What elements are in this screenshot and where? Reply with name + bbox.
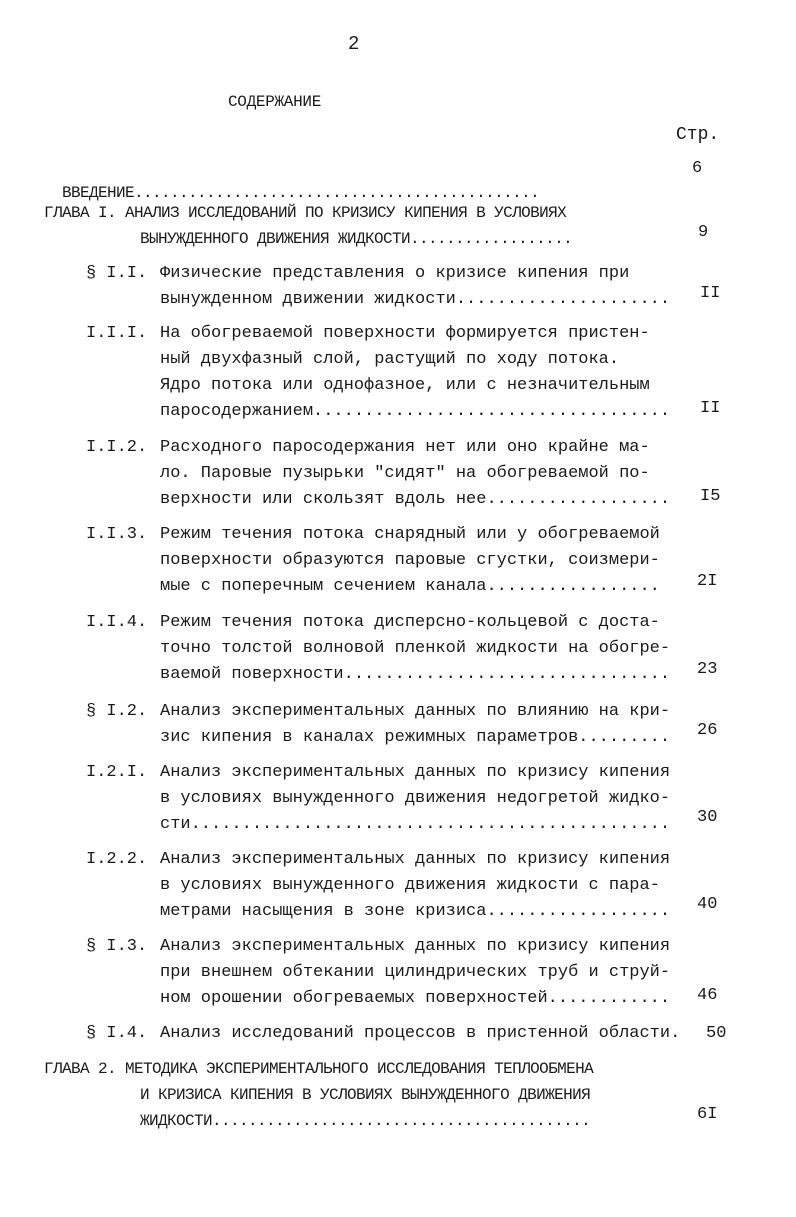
toc-page: 2I: [697, 572, 718, 591]
toc-entry-introduction[interactable]: [44, 163, 539, 203]
toc-line[interactable]: Анализ исследований процессов в пристенной области.: [160, 1024, 681, 1043]
toc-line[interactable]: зис кипения в каналах режимных параметров.........: [160, 728, 671, 747]
toc-line[interactable]: ло. Паровые пузырьки "сидят" на обогреваемой по-: [160, 464, 650, 483]
toc-line[interactable]: ваемой поверхности................................: [160, 665, 671, 684]
toc-line[interactable]: Расходного паросодержания нет или оно крайне ма-: [160, 438, 650, 457]
toc-line[interactable]: метрами насыщения в зоне кризиса..................: [160, 902, 671, 921]
toc-line[interactable]: ГЛАВА I. АНАЛИЗ ИССЛЕДОВАНИЙ ПО КРИЗИСУ КИПЕНИЯ В УСЛОВИЯХ: [44, 204, 567, 222]
page-column-label: Стр.: [676, 125, 720, 145]
toc-page: 9: [698, 223, 709, 242]
toc-page: 6: [692, 159, 703, 178]
toc-line[interactable]: вынужденном движении жидкости.....................: [160, 290, 671, 309]
toc-label: I.2.I.: [86, 763, 148, 782]
toc-label: I.I.4.: [86, 613, 148, 632]
toc-line[interactable]: сти...............................................: [160, 815, 671, 834]
toc-line[interactable]: ном орошении обогреваемых поверхностей............: [160, 989, 671, 1008]
toc-line[interactable]: Ядро потока или однофазное, или с незначительным: [160, 376, 650, 395]
toc-line[interactable]: паросодержанием...................................: [160, 402, 671, 421]
toc-line[interactable]: И КРИЗИСА КИПЕНИЯ В УСЛОВИЯХ ВЫНУЖДЕННОГО ДВИЖЕНИЯ: [140, 1086, 591, 1104]
toc-line[interactable]: Режим течения потока дисперсно-кольцевой с доста-: [160, 613, 660, 632]
toc-page: 26: [697, 721, 718, 740]
toc-label: I.I.2.: [86, 438, 148, 457]
toc-label: § I.3.: [86, 937, 148, 956]
toc-line[interactable]: Физические представления о кризисе кипения при: [160, 264, 630, 283]
toc-page: 40: [697, 895, 718, 914]
toc-line[interactable]: точно толстой волновой пленкой жидкости на обогре-: [160, 639, 671, 658]
toc-line[interactable]: в условиях вынужденного движения недогретой жидко-: [160, 789, 671, 808]
toc-page: 23: [697, 660, 718, 679]
toc-line[interactable]: верхности или скользят вдоль нее..................: [160, 490, 671, 509]
toc-line[interactable]: поверхности образуются паровые сгустки, соизмери-: [160, 551, 660, 570]
page-number: 2: [348, 33, 360, 55]
toc-line[interactable]: Анализ экспериментальных данных по кризису кипения: [160, 850, 671, 869]
toc-label: § I.I.: [86, 264, 148, 283]
toc-line[interactable]: На обогреваемой поверхности формируется пристен-: [160, 324, 650, 343]
toc-label: I.2.2.: [86, 850, 148, 869]
toc-line[interactable]: в условиях вынужденного движения жидкости с пара-: [160, 876, 660, 895]
toc-page: 50: [706, 1024, 727, 1043]
toc-page: 46: [697, 986, 718, 1005]
toc-line[interactable]: ный двухфазный слой, растущий по ходу потока.: [160, 350, 620, 369]
toc-page: 30: [697, 808, 718, 827]
toc-page: II: [700, 399, 721, 418]
toc-line[interactable]: ГЛАВА 2. МЕТОДИКА ЭКСПЕРИМЕНТАЛЬНОГО ИССЛЕДОВАНИЯ ТЕПЛООБМЕНА: [44, 1060, 594, 1078]
toc-line[interactable]: Анализ экспериментальных данных по кризису кипения: [160, 937, 671, 956]
toc-label: I.I.3.: [86, 525, 148, 544]
toc-line[interactable]: мые с поперечным сечением канала.................: [160, 577, 660, 596]
toc-page: I5: [700, 487, 721, 506]
toc-line[interactable]: Режим течения потока снарядный или у обогреваемой: [160, 525, 660, 544]
toc-line[interactable]: ВЫНУЖДЕННОГО ДВИЖЕНИЯ ЖИДКОСТИ..................: [140, 230, 573, 248]
toc-label: I.I.I.: [86, 324, 148, 343]
toc-page: II: [700, 284, 721, 303]
toc-line: ВВЕДЕНИЕ.............................................: [62, 184, 540, 202]
toc-line[interactable]: при внешнем обтекании цилиндрических труб и струй-: [160, 963, 671, 982]
page-title: СОДЕРЖАНИЕ: [228, 93, 322, 111]
toc-line[interactable]: Анализ экспериментальных данных по кризису кипения: [160, 763, 671, 782]
toc-page: 6I: [697, 1105, 718, 1124]
toc-label: § I.2.: [86, 702, 148, 721]
toc-label: § I.4.: [86, 1024, 148, 1043]
toc-line[interactable]: ЖИДКОСТИ..........................................: [140, 1112, 591, 1130]
toc-line[interactable]: Анализ экспериментальных данных по влиянию на кри-: [160, 702, 671, 721]
